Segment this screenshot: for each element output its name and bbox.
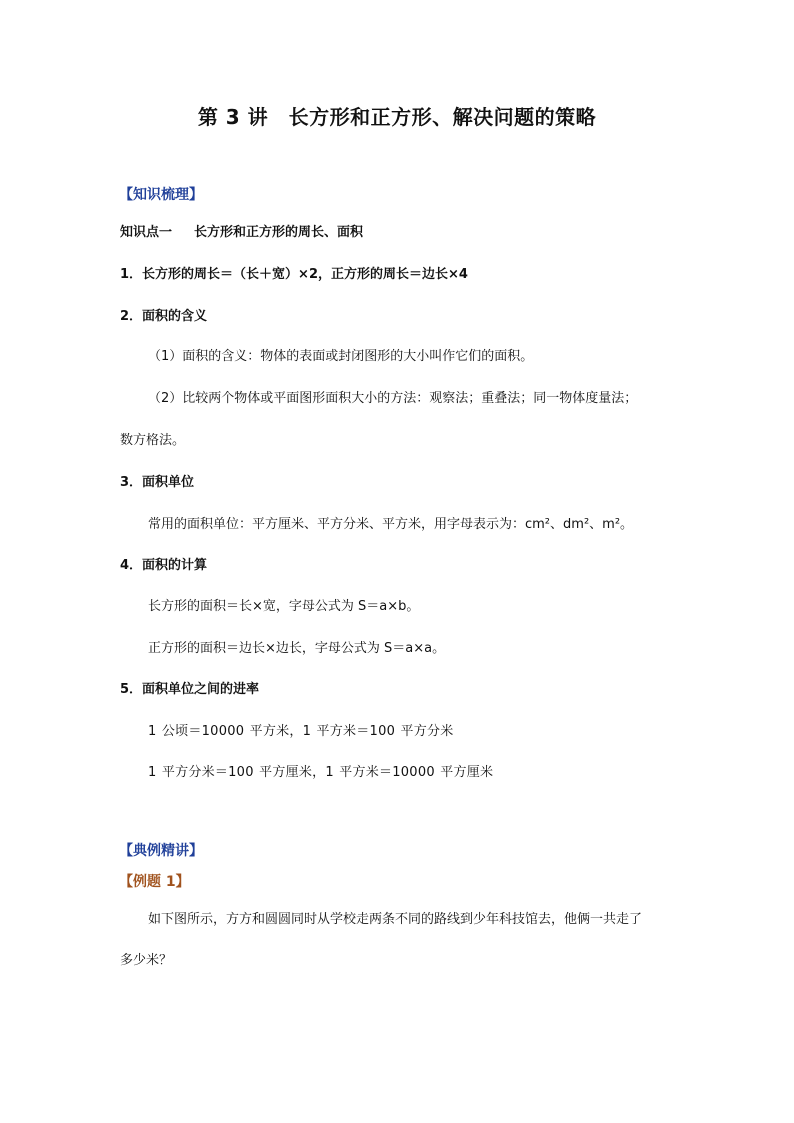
section-header-examples: 【典例精讲】: [119, 843, 203, 859]
item-4-rectangle-area: 长方形的面积＝长×宽，字母公式为 S＝a×b。: [148, 599, 420, 614]
item-5-conversion-2: 1 平方分米＝100 平方厘米，1 平方米＝10000 平方厘米: [148, 765, 494, 780]
item-4-heading: 4．面积的计算: [120, 558, 208, 573]
example-1-text: 如下图所示，方方和圆圆同时从学校走两条不同的路线到少年科技馆去，他俩一共走了: [148, 912, 643, 927]
knowledge-point-title: 长方形和正方形的周长、面积: [194, 225, 364, 240]
item-2-paragraph-1: （1）面积的含义：物体的表面或封闭图形的大小叫作它们的面积。: [148, 349, 534, 364]
example-1-label: 【例题 1】: [119, 874, 190, 890]
item-2-paragraph-2: （2）比较两个物体或平面图形面积大小的方法：观察法；重叠法；同一物体度量法；: [148, 391, 638, 406]
knowledge-point-label: 知识点一: [120, 225, 173, 240]
section-header-knowledge: 【知识梳理】: [119, 187, 203, 203]
item-5-conversion-1: 1 公顷＝10000 平方米，1 平方米＝100 平方分米: [148, 724, 454, 739]
item-2-paragraph-2-cont: 数方格法。: [120, 433, 186, 448]
item-1-perimeter: 1．长方形的周长＝（长＋宽）×2，正方形的周长＝边长×4: [120, 267, 468, 282]
item-5-heading: 5．面积单位之间的进率: [120, 682, 260, 697]
example-1-text-cont: 多少米？: [120, 953, 173, 968]
item-2-heading: 2．面积的含义: [120, 309, 208, 324]
knowledge-point-heading: [120, 226, 363, 239]
item-3-paragraph: 常用的面积单位：平方厘米、平方分米、平方米，用字母表示为：cm²、dm²、m²。: [148, 517, 634, 532]
item-4-square-area: 正方形的面积＝边长×边长，字母公式为 S＝a×a。: [148, 641, 446, 656]
page-title: 第 3 讲 长方形和正方形、解决问题的策略: [197, 105, 597, 129]
item-3-heading: 3．面积单位: [120, 475, 195, 490]
